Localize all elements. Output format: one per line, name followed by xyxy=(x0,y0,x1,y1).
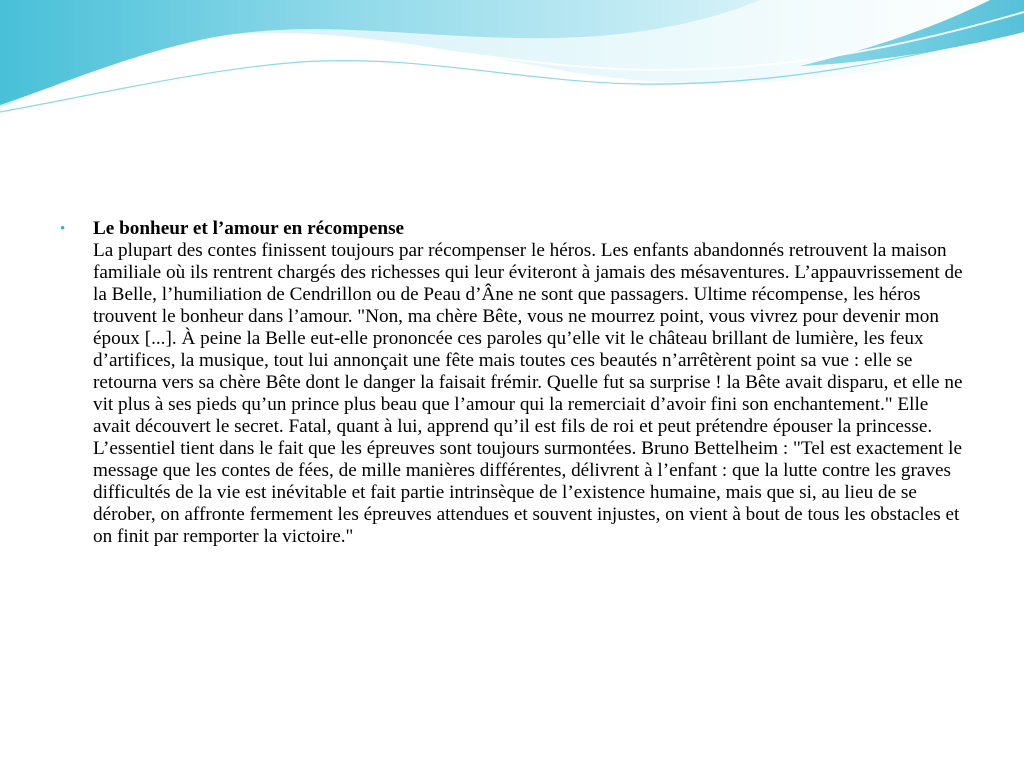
paragraph-2: L’essentiel tient dans le fait que les épreuves sont toujours surmontées. Bruno Bettelheim : "Tel est exactement le message que les contes de fées, de mille manières différentes, délivrent à l’enfant : que la lutte contre les graves difficultés de la vie est inévitable et fait partie intrinsèque de l’existence humaine, mais que si, au lieu de se dérober, on affronte fermement les épreuves attendues et souvent injustes, on vient à bout de tous les obstacles et on finit par remporter la victoire." xyxy=(93,438,962,547)
slide-content xyxy=(58,218,963,548)
header-wave-decoration xyxy=(0,0,1024,130)
section-heading: Le bonheur et l’amour en récompense xyxy=(93,218,405,239)
paragraph-1: La plupart des contes finissent toujours par récompenser le héros. Les enfants abandonnés retrouvent la maison familiale où ils rentrent chargés des richesses qui leur éviteront à jamais des mésaventures. L’appauvrissement de la Belle, l’humiliation de Cendrillon ou de Peau d’Âne ne sont que passagers. Ultime récompense, les héros trouvent le bonheur dans l’amour. "Non, ma chère Bête, vous ne mourrez point, vous vivrez pour devenir mon époux [...]. À peine la Belle eut-elle prononcée ces paroles qu’elle vit le château brillant de lumière, les feux d’artifices, la musique, tout lui annonçait une fête mais toutes ces beautés n’arrêtèrent point sa vue : elle se retourna vers sa chère Bête dont le danger la faisait frémir. Quelle fut sa surprise ! la Bête avait disparu, et elle ne vit plus à ses pieds qu’un prince plus beau que l’amour qui la remerciait d’avoir fini son enchantement." Elle avait découvert le secret. Fatal, quant à lui, apprend qu’il est fils de roi et peut prétendre épouser la princesse. xyxy=(93,240,963,437)
bullet-icon: • xyxy=(60,221,66,237)
bullet-body xyxy=(93,218,963,548)
bullet-item xyxy=(58,218,963,548)
